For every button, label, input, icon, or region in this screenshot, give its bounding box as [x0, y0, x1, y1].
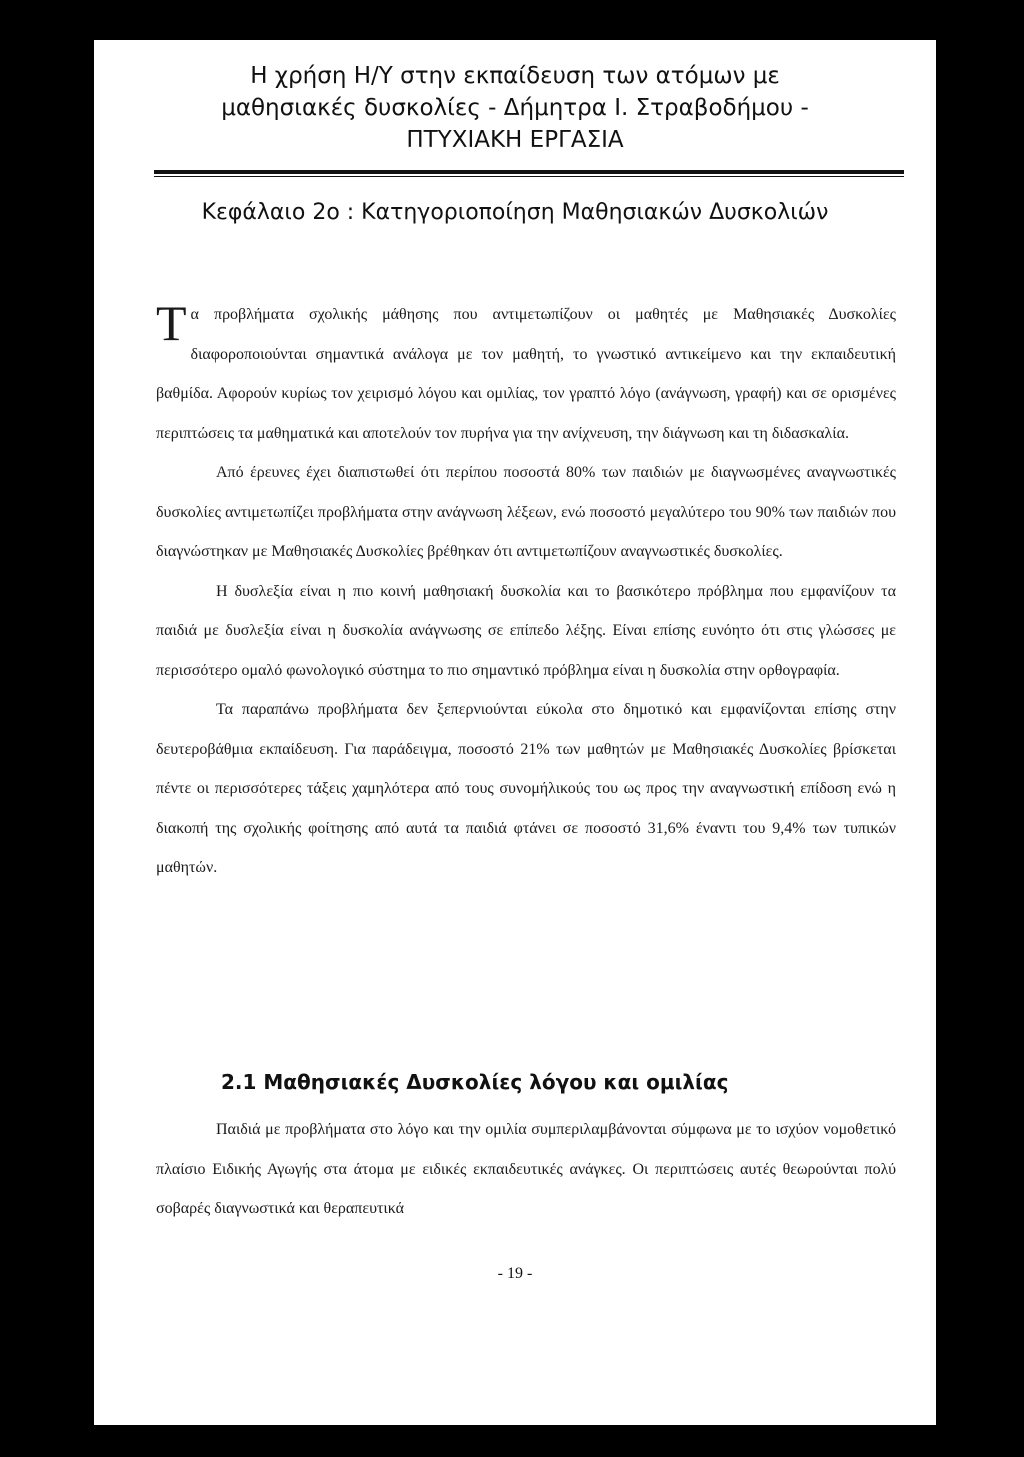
- paragraph-4: Τα παραπάνω προβλήματα δεν ξεπερνιούνται εύκολα στο δημοτικό και εμφανίζονται επίσης στην δευτεροβάθμια εκπαίδευση. Για παράδειγμα, ποσοστό 21% των μαθητών με Μαθησιακές Δυσκολίες βρίσκεται πέντε οι περισσότερες τάξεις χαμηλότερα από τους συνομήλικούς του ως προς την αναγνωστική επίδοση ενώ η διακοπή της σχολικής φοίτησης από αυτά τα παιδιά φτάνει σε ποσοστό 31,6% έναντι του 9,4% των τυπικών μαθητών.: [156, 701, 896, 876]
- header-rule-thin: [154, 176, 904, 177]
- chapter-title: Κεφάλαιο 2ο : Κατηγοριοποίηση Μαθησιακών Δυσκολιών: [201, 200, 829, 225]
- header-rule: [154, 170, 904, 174]
- paragraph-2: Από έρευνες έχει διαπιστωθεί ότι περίπου ποσοστά 80% των παιδιών με διαγνωσμένες αναγνωστικές δυσκολίες αντιμετωπίζει προβλήματα στην ανάγνωση λέξεων, ενώ ποσοστό μεγαλύτερο του 90% των παιδιών που διαγνώστηκαν με Μαθησιακές Δυσκολίες βρέθηκαν ότι αντιμετωπίζουν αναγνωστικές δυσκολίες.: [156, 464, 896, 560]
- section-title: 2.1 Μαθησιακές Δυσκολίες λόγου και ομιλίας: [221, 1070, 729, 1094]
- dropcap-letter: Τ: [156, 295, 187, 351]
- main-body: [156, 295, 896, 888]
- paragraph-1-text: α προβλήματα σχολικής μάθησης που αντιμετωπίζουν οι μαθητές με Μαθησιακές Δυσκολίες διαφοροποιούνται σημαντικά ανάλογα με τον μαθητή, το γνωστικό αντικείμενο και την εκπαιδευτική βαθμίδα. Αφορούν κυρίως τον χειρισμό λόγου και ομιλίας, τον γραπτό λόγο (ανάγνωση, γραφή) και σε ορισμένες περιπτώσεις τα μαθηματικά και αποτελούν τον πυρήνα για την ανίχνευση, την διάγνωση και τη διδασκαλία.: [156, 306, 896, 442]
- section-paragraph-1: Παιδιά με προβλήματα στο λόγο και την ομιλία συμπεριλαμβάνονται σύμφωνα με το ισχύον νομοθετικό πλαίσιο Ειδικής Αγωγής στα άτομα με ειδικές εκπαιδευτικές ανάγκες. Οι περιπτώσεις αυτές θεωρούνται πολύ σοβαρές διαγνωστικά και θεραπευτικά: [156, 1121, 896, 1217]
- paragraph-1: [156, 295, 896, 453]
- page-number: - 19 -: [497, 1265, 533, 1282]
- document-page: [94, 40, 936, 1425]
- section-body: [156, 1110, 896, 1229]
- header-line-2: μαθησιακές δυσκολίες - Δήμητρα Ι. Στραβοδήμου -: [221, 95, 809, 121]
- paragraph-3: Η δυσλεξία είναι η πιο κοινή μαθησιακή δυσκολία και το βασικότερο πρόβλημα που εμφανίζουν τα παιδιά με δυσλεξία είναι η δυσκολία ανάγνωσης σε επίπεδο λέξης. Είναι επίσης ευνόητο ότι στις γλώσσες με περισσότερο ομαλό φωνολογικό σύστημα το πιο σημαντικό πρόβλημα είναι η δυσκολία στην ορθογραφία.: [156, 582, 896, 679]
- header-line-1: Η χρήση Η/Υ στην εκπαίδευση των ατόμων με: [250, 63, 780, 89]
- page-header: [94, 60, 936, 156]
- header-line-3: ΠΤΥΧΙΑΚΗ ΕΡΓΑΣΙΑ: [406, 127, 624, 153]
